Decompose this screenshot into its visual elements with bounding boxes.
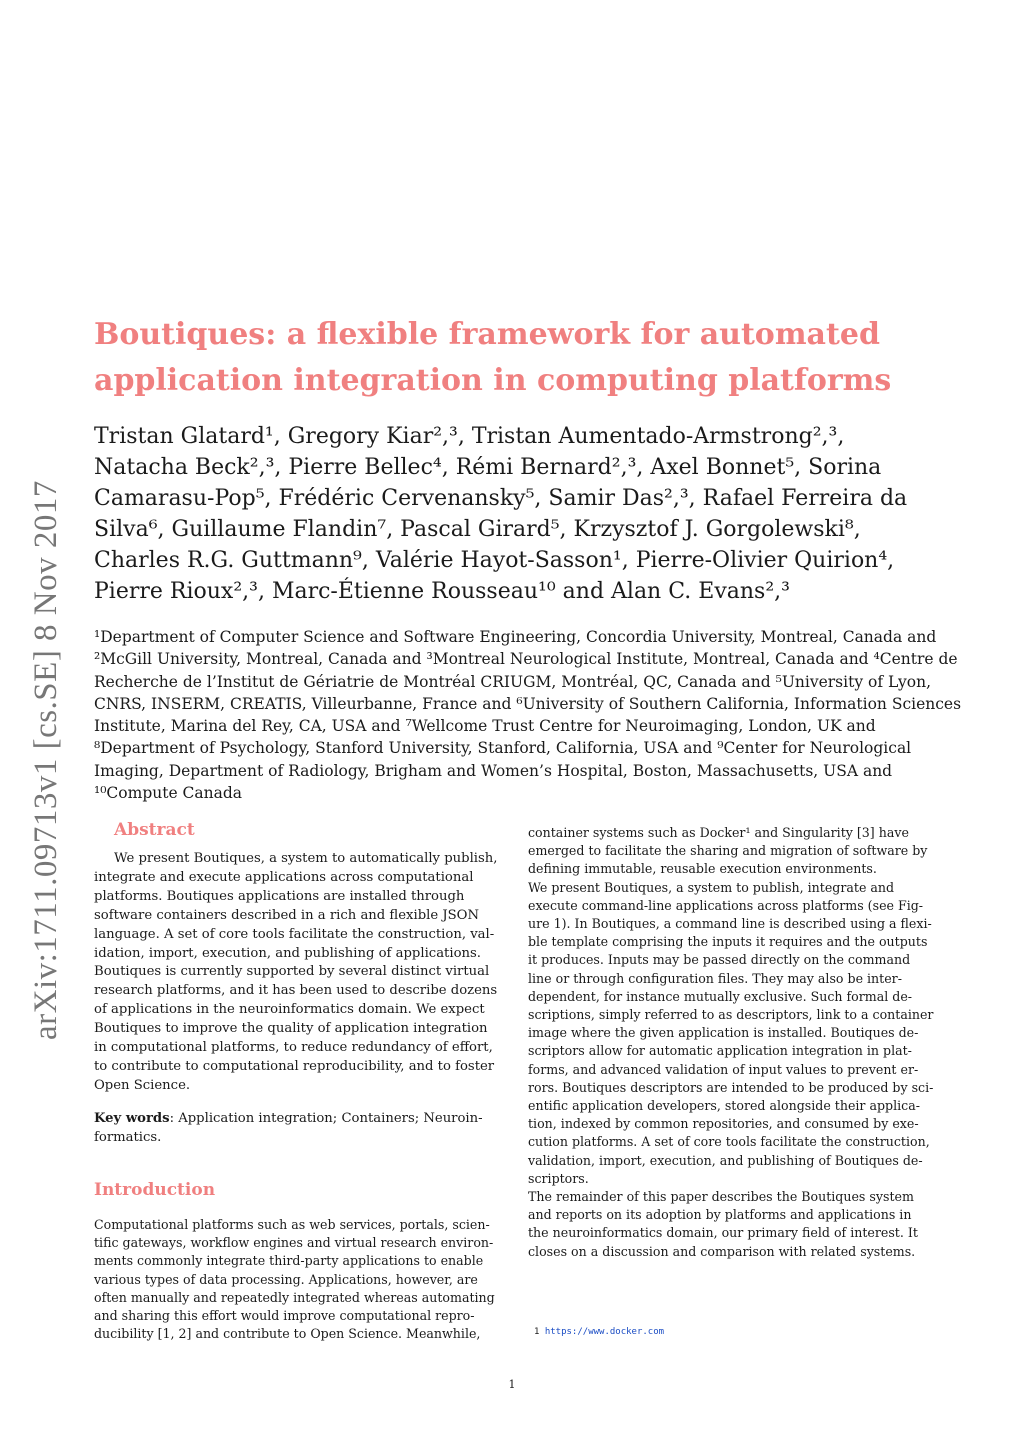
abstract-line: Boutiques is currently supported by several distinct virtual — [94, 964, 490, 980]
body-line: forms, and advanced validation of input values to prevent er- — [528, 1061, 919, 1077]
abstract-line: language. A set of core tools facilitate the construction, val- — [94, 926, 495, 942]
intro-line: Computational platforms such as web services, portals, scien- — [94, 1217, 490, 1232]
author-line: Tristan Glatard¹, Gregory Kiar²,³, Tristan Aumentado-Armstrong²,³, — [94, 424, 845, 449]
intro-line: ducibility [1, 2] and contribute to Open Science. Meanwhile, — [94, 1326, 481, 1342]
author-line: Pierre Rioux²,³, Marc-Étienne Rousseau¹⁰ and Alan C. Evans²,³ — [94, 579, 790, 604]
body-line: validation, import, execution, and publishing of Boutiques de- — [528, 1152, 923, 1168]
body-line: ure 1). In Boutiques, a command line is described using a flexi- — [528, 916, 932, 932]
author-list — [94, 421, 944, 607]
body-line: scriptors. — [528, 1170, 589, 1186]
affiliation-list — [94, 626, 962, 804]
right-column-body — [528, 824, 938, 1261]
intro-line: ments commonly integrate third-party applications to enable — [94, 1253, 484, 1269]
intro-line: tific gateways, workflow engines and virtual research environ- — [94, 1235, 494, 1251]
body-line: dependent, for instance mutually exclusive. Such formal de- — [528, 988, 913, 1004]
body-line: closes on a discussion and comparison with related systems. — [528, 1243, 916, 1259]
abstract-line: integrate and execute applications across computational — [94, 869, 474, 885]
keywords-line: formatics. — [94, 1129, 162, 1145]
body-line: scriptions, simply referred to as descriptors, link to a container — [528, 1007, 934, 1023]
intro-line: various types of data processing. Applications, however, are — [94, 1271, 478, 1287]
abstract-line: software containers described in a rich and flexible JSON — [94, 907, 480, 923]
intro-line: and sharing this effort would improve computational repro- — [94, 1308, 475, 1324]
paper-title — [94, 312, 954, 404]
affiliation-line: Imaging, Department of Radiology, Brigham and Women’s Hospital, Boston, Massachusetts, USA and — [94, 761, 893, 780]
abstract-line: in computational platforms, to reduce redundancy of effort, — [94, 1040, 493, 1056]
abstract-heading: Abstract — [114, 820, 195, 840]
body-line: The remainder of this paper describes the Boutiques system — [528, 1189, 914, 1205]
introduction-body — [94, 1216, 504, 1343]
title-line: Boutiques: a flexible framework for automated — [94, 317, 880, 352]
body-line: it produces. Inputs may be passed directly on the command — [528, 952, 911, 968]
affiliation-line: Recherche de l’Institut de Gériatrie de Montréal CRIUGM, Montréal, QC, Canada and ⁵University of Lyon, — [94, 672, 932, 691]
body-line: container systems such as Docker¹ and Singularity [3] have — [528, 825, 909, 840]
affiliation-line: ²McGill University, Montreal, Canada and ³Montreal Neurological Institute, Montreal, Canada and ⁴Centre de — [94, 650, 958, 669]
abstract-line: of applications in the neuroinformatics domain. We expect — [94, 1002, 485, 1018]
affiliation-line: Institute, Marina del Rey, CA, USA and ⁷Wellcome Trust Centre for Neuroimaging, London, UK and — [94, 717, 876, 736]
author-line: Camarasu-Pop⁵, Frédéric Cervenansky⁵, Samir Das²,³, Rafael Ferreira da — [94, 486, 908, 511]
abstract-line: research platforms, and it has been used to describe dozens — [94, 983, 498, 999]
affiliation-line: ¹Department of Computer Science and Software Engineering, Concordia University, Montreal, Canada and — [94, 628, 937, 646]
author-line: Natacha Beck²,³, Pierre Bellec⁴, Rémi Bernard²,³, Axel Bonnet⁵, Sorina — [94, 455, 882, 480]
body-line: defining immutable, reusable execution environments. — [528, 861, 877, 877]
body-line: ble template comprising the inputs it requires and the outputs — [528, 934, 928, 950]
footnote — [534, 1327, 664, 1337]
body-line: and reports on its adoption by platforms and applications in — [528, 1207, 912, 1223]
body-line: We present Boutiques, a system to publish, integrate and — [528, 879, 895, 895]
body-line: tion, indexed by common repositories, and consumed by exe- — [528, 1116, 919, 1132]
abstract-line: Open Science. — [94, 1077, 191, 1093]
title-line: application integration in computing platforms — [94, 363, 892, 398]
body-line: rors. Boutiques descriptors are intended to be produced by sci- — [528, 1079, 934, 1095]
author-line: Charles R.G. Guttmann⁹, Valérie Hayot-Sasson¹, Pierre-Olivier Quirion⁴, — [94, 548, 895, 573]
author-line: Silva⁶, Guillaume Flandin⁷, Pascal Girard⁵, Krzysztof J. Gorgolewski⁸, — [94, 517, 861, 542]
footnote-link[interactable]: https://www.docker.com — [544, 1327, 665, 1337]
affiliation-line: ⁸Department of Psychology, Stanford University, Stanford, California, USA and ⁹Center for Neurological — [94, 739, 912, 758]
body-line: image where the given application is installed. Boutiques de- — [528, 1025, 919, 1041]
abstract-line: Boutiques to improve the quality of application integration — [94, 1021, 488, 1037]
abstract-line: to contribute to computational reproducibility, and to foster — [94, 1058, 495, 1074]
body-line: the neuroinformatics domain, our primary field of interest. It — [528, 1225, 918, 1241]
body-line: emerged to facilitate the sharing and migration of software by — [528, 843, 928, 859]
page-number: 1 — [508, 1378, 516, 1391]
keywords-text: : Application integration; Containers; Neuroin- — [169, 1111, 483, 1126]
abstract-line: idation, import, execution, and publishing of applications. — [94, 945, 481, 961]
keywords-label: Key words — [94, 1111, 170, 1126]
affiliation-line: ¹⁰Compute Canada — [94, 784, 243, 803]
body-line: execute command-line applications across platforms (see Fig- — [528, 897, 924, 913]
abstract-body — [94, 850, 504, 1096]
affiliation-line: CNRS, INSERM, CREATIS, Villeurbanne, France and ⁶University of Southern California, Information Sciences — [94, 694, 962, 713]
body-line: scriptors allow for automatic application integration in plat- — [528, 1043, 912, 1059]
body-line: entific application developers, stored alongside their applica- — [528, 1098, 920, 1114]
abstract-line: platforms. Boutiques applications are installed through — [94, 888, 465, 904]
body-line: line or through configuration files. They may also be inter- — [528, 970, 902, 986]
abstract-line: We present Boutiques, a system to automatically publish, — [114, 851, 498, 866]
footnote-marker: 1 — [534, 1327, 540, 1337]
keywords — [94, 1110, 504, 1148]
introduction-heading: Introduction — [94, 1180, 216, 1200]
arxiv-stamp: arXiv:1711.09713v1 [cs.SE] 8 Nov 2017 — [28, 480, 64, 1040]
intro-line: often manually and repeatedly integrated whereas automating — [94, 1289, 495, 1305]
body-line: cution platforms. A set of core tools facilitate the construction, — [528, 1134, 930, 1150]
keywords-line — [94, 1110, 504, 1129]
